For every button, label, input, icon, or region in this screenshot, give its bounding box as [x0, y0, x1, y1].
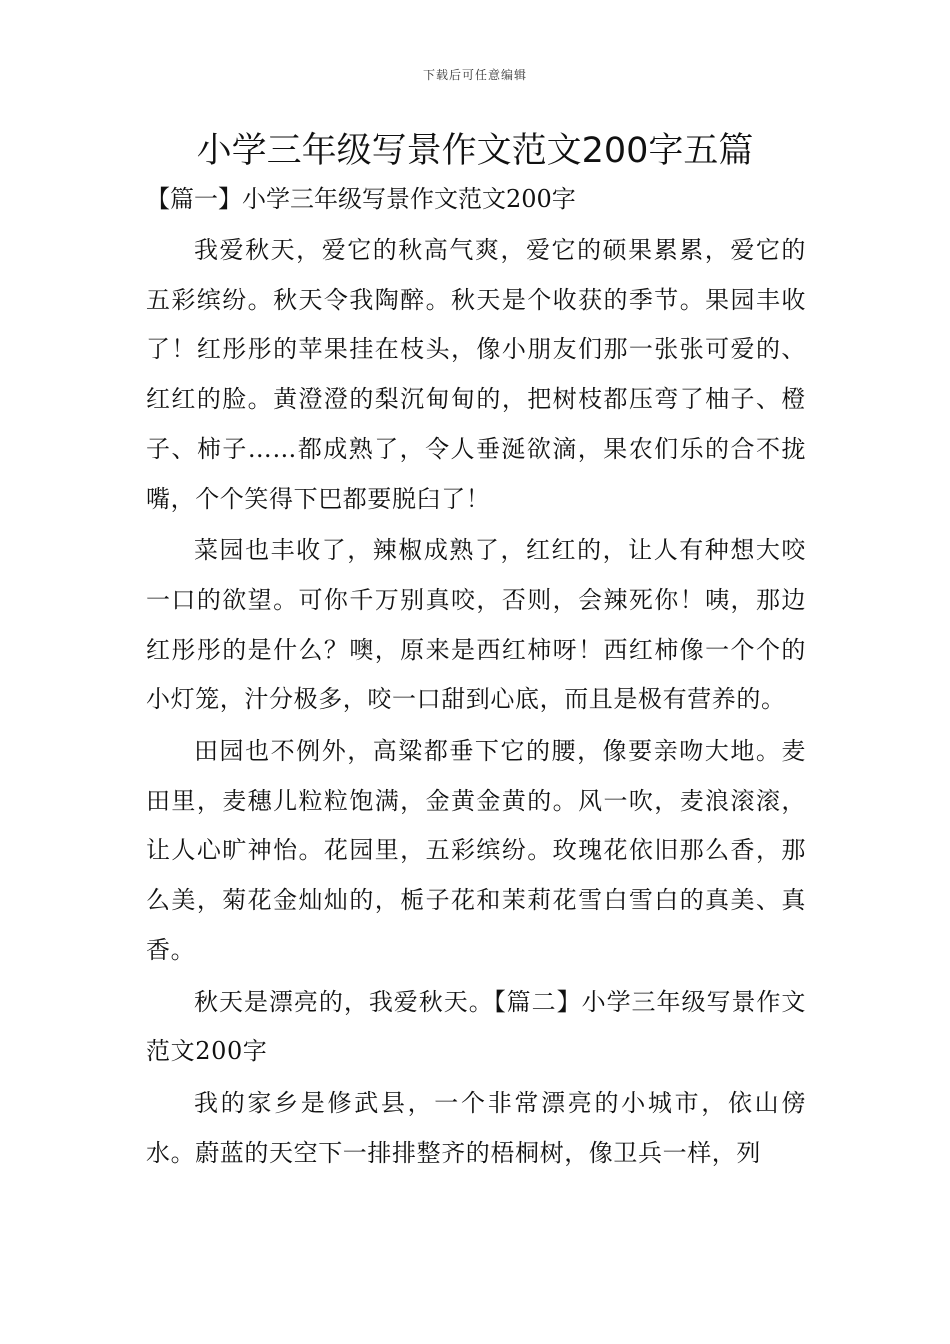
- paragraph-1: 我爱秋天，爱它的秋高气爽，爱它的硕果累累，爱它的五彩缤纷。秋天令我陶醉。秋天是个收获的季节。果园丰收了！红彤彤的苹果挂在枝头，像小朋友们那一张张可爱的、红红的脸。黄澄澄的梨沉甸甸的，把树枝都压弯了柚子、橙子、柿子……都成熟了，令人垂涎欲滴，果农们乐的合不拢嘴，个个笑得下巴都要脱臼了！: [146, 236, 806, 513]
- document-body: [146, 226, 806, 1180]
- header-note: 下载后可任意编辑: [422, 68, 527, 82]
- section-heading-1: 【篇一】小学三年级写景作文范文200字: [146, 185, 576, 213]
- document-title: 小学三年级写景作文范文200字五篇: [196, 131, 754, 171]
- paragraph-4: 秋天是漂亮的，我爱秋天。【篇二】小学三年级写景作文范文200字: [146, 987, 806, 1066]
- paragraph-3: 田园也不例外，高粱都垂下它的腰，像要亲吻大地。麦田里，麦穗儿粒粒饱满，金黄金黄的。风一吹，麦浪滚滚，让人心旷神怡。花园里，五彩缤纷。玫瑰花依旧那么香，那么美，菊花金灿灿的，栀子花和茉莉花雪白雪白的真美、真香。: [146, 737, 806, 964]
- paragraph-2: 菜园也丰收了，辣椒成熟了，红红的，让人有种想大咬一口的欲望。可你千万别真咬，否则，会辣死你！咦，那边红彤彤的是什么？噢，原来是西红柿呀！西红柿像一个个的小灯笼，汁分极多，咬一口甜到心底，而且是极有营养的。: [146, 536, 806, 714]
- paragraph-5: 我的家乡是修武县，一个非常漂亮的小城市，依山傍水。蔚蓝的天空下一排排整齐的梧桐树，像卫兵一样，列: [146, 1088, 806, 1167]
